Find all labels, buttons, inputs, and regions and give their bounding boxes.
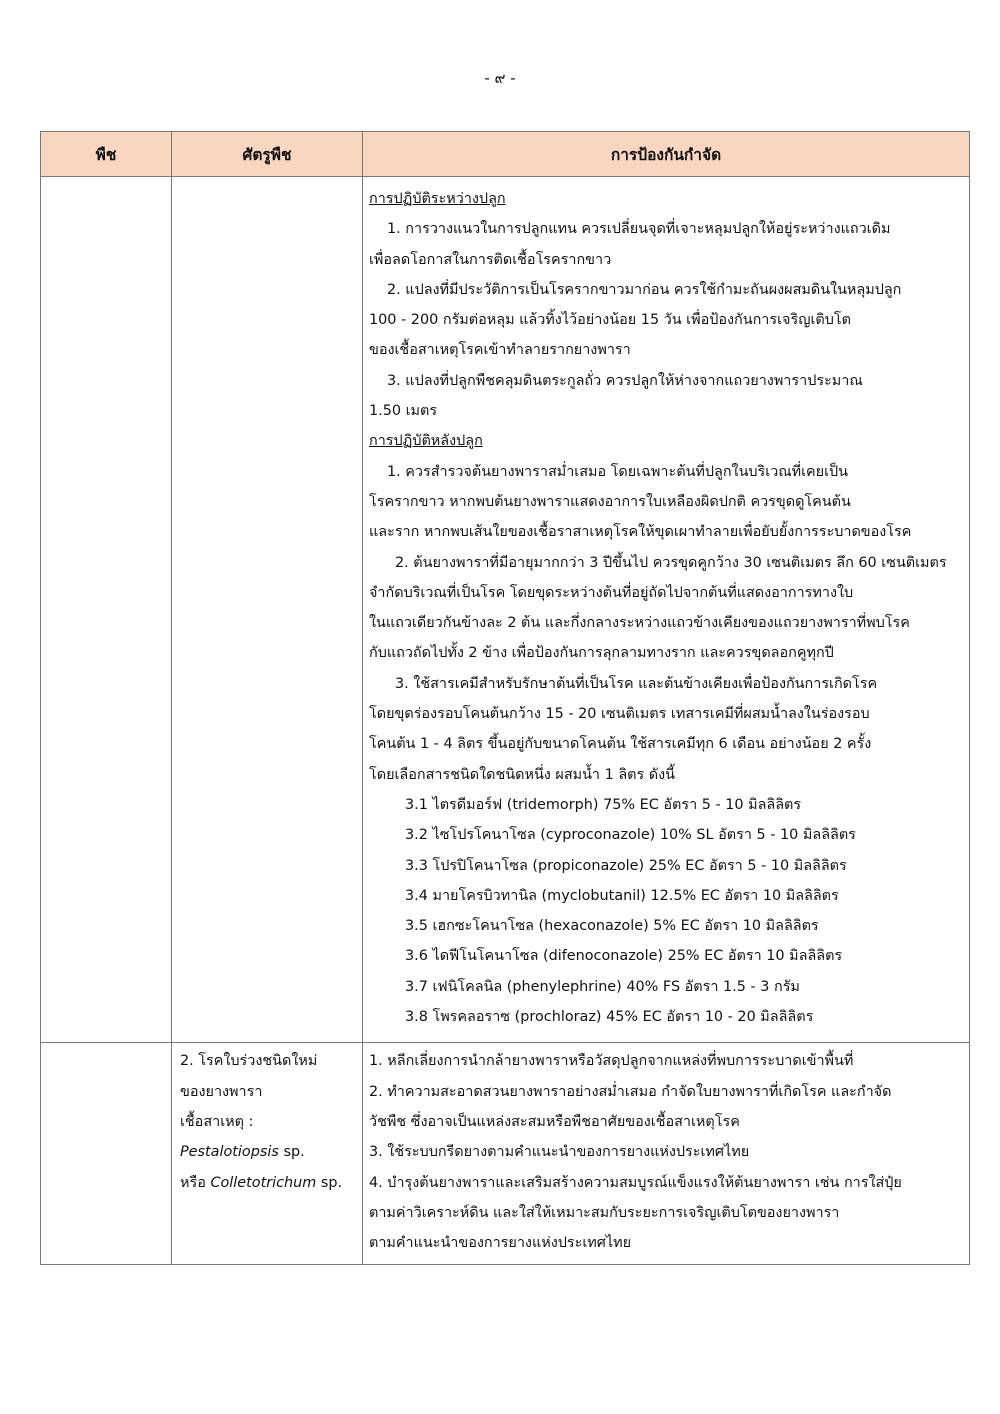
list-item-continuation: ตามคำแนะนำของการยางแห่งประเทศไทย	[369, 1235, 632, 1252]
control-cell	[363, 177, 970, 1043]
chemical-item: 3.4 มายโครบิวทานิล (myclobutanil) 12.5% EC อัตรา 10 มิลลิลิตร	[405, 887, 839, 904]
chemical-item: 3.3 โปรปิโคนาโซล (propiconazole) 25% EC อัตรา 5 - 10 มิลลิลิตร	[405, 857, 847, 874]
list-item-continuation: และราก หากพบเส้นใยของเชื้อราสาเหตุโรคให้ขุดเผาทำลายเพื่อยับยั้งการระบาดของโรค	[369, 524, 912, 541]
section-heading-during-planting: การปฏิบัติระหว่างปลูก	[369, 191, 506, 207]
control-cell	[363, 1043, 970, 1265]
chemical-item: 3.8 โพรคลอราซ (prochloraz) 45% EC อัตรา 10 - 20 มิลลิลิตร	[405, 1009, 814, 1026]
list-item-continuation: โรครากขาว หากพบต้นยางพาราแสดงอาการใบเหลืองผิดปกติ ควรขุดดูโคนต้น	[369, 493, 851, 510]
list-item-continuation: ของเชื้อสาเหตุโรคเข้าทำลายรากยางพารา	[369, 342, 631, 359]
table-header-row	[41, 132, 970, 177]
list-item: 2. ต้นยางพาราที่มีอายุมากกว่า 3 ปีขึ้นไป ควรขุดคูกว้าง 30 เซนติเมตร ลึก 60 เซนติเมตร	[395, 554, 947, 571]
pest-cell	[172, 1043, 363, 1265]
list-item: 2. ทำความสะอาดสวนยางพาราอย่างสม่ำเสมอ กำจัดใบยางพาราที่เกิดโรค และกำจัด	[369, 1083, 892, 1100]
species-suffix: sp.	[278, 1144, 305, 1161]
list-item-continuation: ตามค่าวิเคราะห์ดิน และใส่ให้เหมาะสมกับระยะการเจริญเติบโตของยางพารา	[369, 1204, 840, 1221]
pest-name: 2. โรคใบร่วงชนิดใหม่	[180, 1053, 318, 1070]
plant-cell	[41, 177, 172, 1043]
table-row	[41, 177, 970, 1043]
pathogen-label: เชื้อสาเหตุ :	[180, 1113, 254, 1130]
species-suffix: sp.	[316, 1174, 343, 1191]
chemical-item: 3.2 ไซโปรโคนาโซล (cyproconazole) 10% SL อัตรา 5 - 10 มิลลิลิตร	[405, 827, 856, 844]
header-pest: ศัตรูพืช	[172, 132, 363, 177]
genus-name: Colletotrichum	[210, 1174, 317, 1191]
header-plant: พืช	[41, 132, 172, 177]
chemical-item: 3.5 เฮกซะโคนาโซล (hexaconazole) 5% EC อัตรา 10 มิลลิลิตร	[405, 918, 819, 935]
section-heading-after-planting: การปฏิบัติหลังปลูก	[369, 433, 483, 450]
list-item-continuation: ในแถวเดียวกันข้างละ 2 ต้น และกึ่งกลางระหว่างแถวข้างเคียงของแถวยางพาราที่พบโรค	[369, 615, 910, 632]
list-item-continuation: เพื่อลดโอกาสในการติดเชื้อโรครากขาว	[369, 251, 612, 268]
list-item-continuation: 1.50 เมตร	[369, 403, 438, 420]
list-item-continuation: โดยขุดร่องรอบโคนต้นกว้าง 15 - 20 เซนติเมตร เทสารเคมีที่ผสมน้ำลงในร่องรอบ	[369, 706, 870, 723]
list-item: 3. ใช้ระบบกรีดยางตามคำแนะนำของการยางแห่งประเทศไทย	[369, 1144, 750, 1161]
list-item: 1. หลีกเลี่ยงการนำกล้ายางพาราหรือวัสดุปลูกจากแหล่งที่พบการระบาดเข้าพื้นที่	[369, 1053, 854, 1070]
list-item-continuation: กับแถวถัดไปทั้ง 2 ข้าง เพื่อป้องกันการลุกลามทางราก และควรขุดลอกคูทุกปี	[369, 645, 834, 662]
chemical-item: 3.7 เฟนิโคลนิล (phenylephrine) 40% FS อัตรา 1.5 - 3 กรัม	[405, 978, 800, 995]
pest-name-continuation: ของยางพารา	[180, 1083, 263, 1100]
header-control: การป้องกันกำจัด	[363, 132, 970, 177]
pest-cell	[172, 177, 363, 1043]
table-row	[41, 1043, 970, 1265]
list-item: 2. แปลงที่มีประวัติการเป็นโรครากขาวมาก่อน ควรใช้กำมะถันผงผสมดินในหลุมปลูก	[387, 281, 902, 298]
list-item-continuation: 100 - 200 กรัมต่อหลุม แล้วทิ้งไว้อย่างน้อย 15 วัน เพื่อป้องกันการเจริญเติบโต	[369, 312, 851, 329]
plant-cell	[41, 1043, 172, 1265]
chemical-item: 3.6 ไดฟีโนโคนาโซล (difenoconazole) 25% EC อัตรา 10 มิลลิลิตร	[405, 948, 843, 965]
list-item-continuation: วัชพืช ซึ่งอาจเป็นแหล่งสะสมหรือพืชอาศัยของเชื้อสาเหตุโรค	[369, 1113, 740, 1130]
chemical-item: 3.1 ไตรดีมอร์ฟ (tridemorph) 75% EC อัตรา 5 - 10 มิลลิลิตร	[405, 796, 802, 813]
list-item: 3. แปลงที่ปลูกพืชคลุมดินตระกูลถั่ว ควรปลูกให้ห่างจากแถวยางพาราประมาณ	[387, 372, 863, 389]
list-item: 4. บำรุงต้นยางพาราและเสริมสร้างความสมบูรณ์แข็งแรงให้ต้นยางพารา เช่น การใส่ปุ๋ย	[369, 1174, 902, 1191]
pathogen-name	[180, 1168, 356, 1198]
list-item: 1. การวางแนวในการปลูกแทน ควรเปลี่ยนจุดที่เจาะหลุมปลูกให้อยู่ระหว่างแถวเดิม	[387, 221, 891, 238]
list-item-continuation: โดยเลือกสารชนิดใดชนิดหนึ่ง ผสมน้ำ 1 ลิตร ดังนี้	[369, 766, 675, 783]
pathogen-name	[180, 1137, 356, 1167]
page-number: - ๙ -	[484, 69, 516, 87]
list-item-continuation: โคนต้น 1 - 4 ลิตร ขึ้นอยู่กับขนาดโคนต้น ใช้สารเคมีทุก 6 เดือน อย่างน้อย 2 ครั้ง	[369, 736, 872, 753]
conjunction: หรือ	[180, 1174, 211, 1191]
list-item-continuation: จำกัดบริเวณที่เป็นโรค โดยขุดระหว่างต้นที่อยู่ถัดไปจากต้นที่แสดงอาการทางใบ	[369, 584, 854, 601]
list-item: 1. ควรสำรวจต้นยางพาราสม่ำเสมอ โดยเฉพาะต้นที่ปลูกในบริเวณที่เคยเป็น	[387, 463, 848, 480]
pest-control-table	[40, 131, 970, 1265]
genus-name: Pestalotiopsis	[180, 1144, 279, 1161]
list-item: 3. ใช้สารเคมีสำหรับรักษาต้นที่เป็นโรค และต้นข้างเคียงเพื่อป้องกันการเกิดโรค	[395, 675, 878, 692]
